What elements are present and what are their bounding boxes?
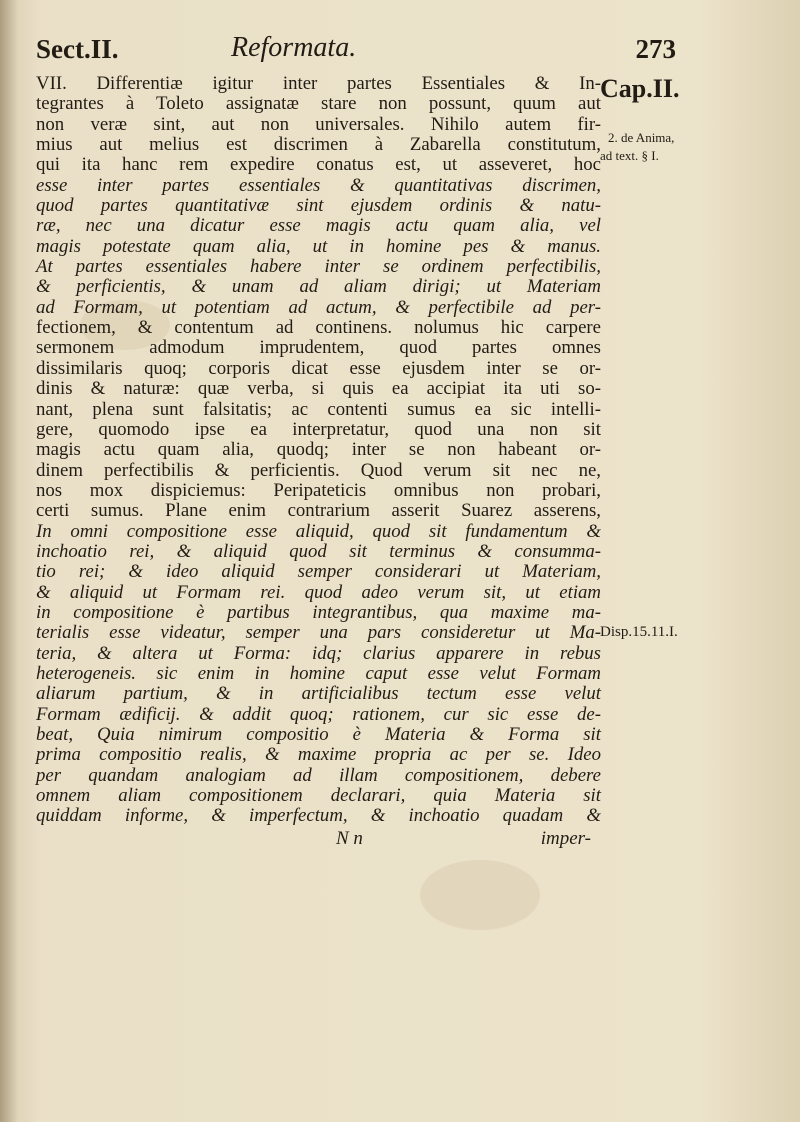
text-line: magis potestate quam alia, ut in homine pes & manus.: [36, 235, 601, 257]
main-text-block: [36, 74, 601, 853]
text-line: In omni compositione esse aliquid, quod sit fundamentum &: [36, 520, 601, 542]
text-line: prima compositio realis, & maxime propria ac per se. Ideo: [36, 744, 601, 766]
marginal-reference: ad text. § I.: [600, 148, 659, 163]
text-line: nant, plena sunt falsitatis; ac contenti sumus ea sic intelli-: [36, 398, 601, 420]
text-line: dinis & naturæ: quæ verba, si quis ea accipiat ita uti so-: [36, 378, 601, 400]
text-line: tegrantes à Toleto assignatæ stare non possunt, quum aut: [36, 93, 601, 115]
paper-stain: [420, 860, 540, 930]
text-line: tio rei; & ideo aliquid semper considerari ut Materiam,: [36, 561, 601, 583]
text-line: inchoatio rei, & aliquid quod sit terminus & consumma-: [36, 540, 601, 562]
text-line: fectionem, & contentum ad continens. nolumus hic carpere: [36, 317, 601, 339]
page-number: 273: [635, 34, 676, 64]
marginal-reference: 2. de Anima,: [608, 130, 675, 145]
section-heading: Sect.II.: [36, 34, 119, 64]
spine-shadow: [0, 0, 18, 1122]
text-line: & perficientis, & unam ad aliam dirigi; ut Materiam: [36, 276, 601, 298]
text-line: At partes essentiales habere inter se ordinem perfectibilis,: [36, 256, 601, 278]
text-line: terialis esse videatur, semper una pars consideretur ut Ma-: [36, 622, 601, 644]
text-line: dinem perfectibilis & perficientis. Quod verum sit nec ne,: [36, 459, 601, 481]
text-line: dissimilaris quoq; corporis dicat esse ejusdem inter se or-: [36, 357, 601, 379]
text-line: ad Formam, ut potentiam ad actum, & perfectibile ad per-: [36, 296, 601, 318]
footer-line: [36, 829, 601, 853]
text-line: ræ, nec una dicatur esse magis actu quam alia, vel: [36, 215, 601, 237]
text-line: Formam ædificij. & addit quoq; rationem, cur sic esse de-: [36, 703, 601, 725]
text-line: quod partes quantitativæ sint ejusdem ordinis & natu-: [36, 195, 601, 217]
signature-mark: N n: [336, 827, 363, 849]
text-line: & aliquid ut Formam rei. quod adeo verum sit, ut etiam: [36, 581, 601, 603]
text-line: beat, Quia nimirum compositio è Materia & Forma sit: [36, 724, 601, 745]
text-line: omnem aliam compositionem declarari, quia Materia sit: [36, 785, 601, 807]
text-line: nos mox dispiciemus: Peripateticis omnibus non probari,: [36, 479, 601, 501]
running-header: [36, 30, 676, 70]
text-line: esse inter partes essentiales & quantitativas discrimen,: [36, 174, 601, 196]
text-line: gere, quomodo ipse ea interpretatur, quod una non sit: [36, 418, 601, 440]
text-line: heterogeneis. sic enim in homine caput esse velut Formam: [36, 662, 601, 684]
text-line: sermonem admodum imprudentem, quod partes omnes: [36, 337, 601, 359]
text-line: VII. Differentiæ igitur inter partes Essentiales & In-: [36, 73, 601, 94]
text-line: in compositione è partibus integrantibus, qua maxime ma-: [36, 601, 601, 623]
text-line: non veræ sint, aut non universales. Nihilo autem fir-: [36, 113, 601, 135]
text-line: certi sumus. Plane enim contrarium asserit Suarez asserens,: [36, 500, 601, 522]
text-line: magis actu quam alia, quodq; inter se non habeant or-: [36, 439, 601, 461]
chapter-marginal: Cap.II.: [600, 74, 680, 103]
text-line: per quandam analogiam ad illam compositionem, debere: [36, 764, 601, 786]
catchword: imper-: [540, 827, 591, 849]
marginal-reference: Disp.15.11.I.: [600, 624, 678, 640]
text-line: qui ita hanc rem expedire conatus est, ut asseveret, hoc: [36, 154, 601, 176]
text-line: mius aut melius est discrimen à Zabarella constitutum,: [36, 134, 601, 156]
running-title: Reformata.: [231, 32, 357, 63]
text-line: teria, & altera ut Forma: idq; clarius apparere in rebus: [36, 642, 601, 664]
text-line: quiddam informe, & imperfectum, & inchoatio quadam &: [36, 805, 601, 827]
text-line: aliarum partium, & in artificialibus tectum esse velut: [36, 683, 601, 705]
